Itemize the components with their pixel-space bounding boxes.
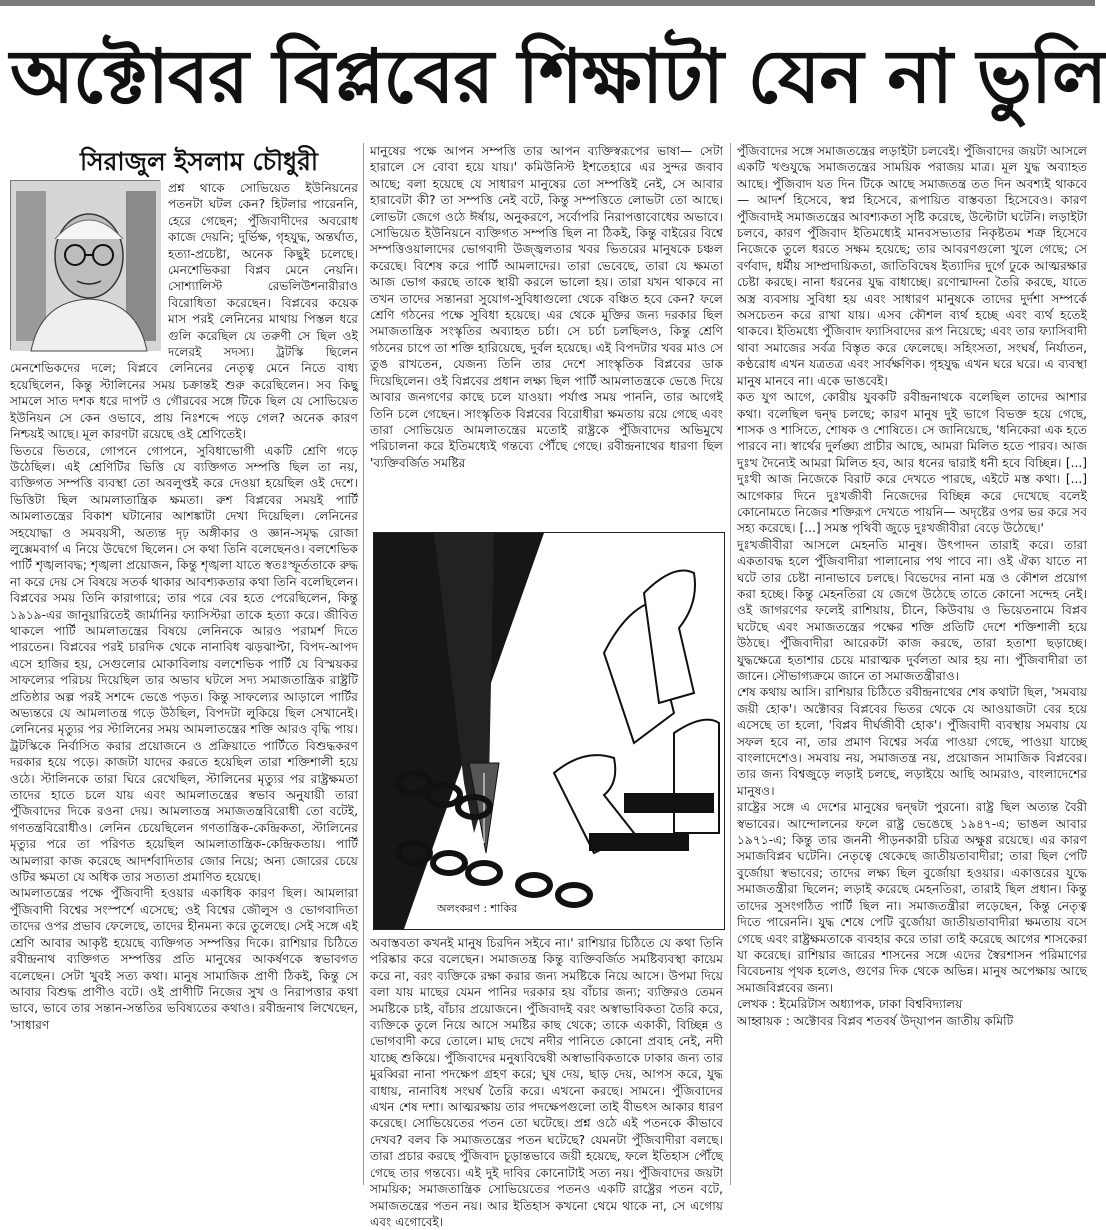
author-note: আহ্বায়ক : অক্টোবর বিপ্লব শতবর্ষ উদ্‌যাপন জাতীয় কমিটি — [737, 1013, 1014, 1028]
article-column-2-top — [370, 143, 723, 528]
illustration — [373, 532, 725, 930]
paragraph: মানুষের পক্ষে আপন সম্পত্তি তার আপন ব্যক্তিস্বরূপের ভাষা— সেটা হারালে সে বোবা হয়ে যায়।' কমিউনিস্ট ইশতেহারে এর সুন্দর জবাব আছে; বলা হয়েছে যে সাধারণ মানুষের তো সম্পত্তিই নেই, সে আবার হারাবেটা কী? তা সম্পত্তি নেই বটে, কিন্তু সম্পত্তিতে লোভটা তো আছে। লোভটা জেগে ওঠে ঈর্ষায়, অনুকরণে, সর্বোপরি নিরাপত্তাবোধের অভাবে। সোভিয়েত ইউনিয়নে ব্যক্তিগত সম্পত্তি ছিল না ঠিকই, কিন্তু বাইরের বিশ্বে সম্পত্তিওয়ালাদের ভোগবাদী উজ্জ্বলতার খবর ভিতরের মানুষকে চঞ্চল করেছে। বিশেষ করে পার্টি আমলাদের। তারা ভেবেছে, তারা যে ক্ষমতা আজ ভোগ করছে তাকে স্থায়ী করলে ভালো হয়। তারা যখন থাকবে না তখন তাদের সন্তানরা সুযোগ-সুবিধাগুলো থেকে বঞ্চিত হবে কেন? ফলে শ্রেণি গঠনের পক্ষে সুবিধা হয়েছে। এর থেকে মুক্তির জন্য দরকার ছিল সমাজতান্ত্রিক সংস্কৃতির অব্যাহত চর্চা। সে চর্চা চলছিলও, কিন্তু শ্রেণি গঠনের চাপে তা শক্তি হারিয়েছে, দুর্বল হয়েছে। এই বিপদটার খবর মাও সে তুঙ রাখতেন, যেজন্য তিনি তার দেশে সাংস্কৃতিক বিপ্লবের ডাক দিয়েছিলেন। ওই বিপ্লবের প্রধান লক্ষ্য ছিল পার্টি আমলাতন্ত্রকে ভেঙে দিয়ে আবার জনগণের কাছে চলে যাওয়া। পর্যাপ্ত সময় পাননি, তার আগেই তিনি চলে গেছেন। সাংস্কৃতিক বিপ্লবের বিরোধীরা ক্ষমতায় রয়ে গেছে এবং তারা সোভিয়েত আমলাতন্ত্রের মতোই রাষ্ট্রকে পুঁজিবাদের অভিমুখে পরিচালনা করে ইতিমধ্যেই গন্তব্যে পৌঁছে গেছে। রবীন্দ্রনাথের ধারণা ছিল 'ব্যক্তিবর্জিত সমষ্টির — [370, 144, 723, 470]
column-divider — [363, 143, 364, 1185]
paragraph: শেষ কথায় আসি। রাশিয়ার চিঠিতে রবীন্দ্রনাথের শেষ কথাটা ছিল, 'সমবায় জয়ী হোক'। অক্টোবর বিপ্লবের ভিতর থেকে যে আওয়াজটা বের হয়ে এসেছে তা হলো, 'বিপ্লব দীর্ঘজীবী হোক'। পুঁজিবাদী ব্যবস্থায় সমবায় যে সফল হবে না, তার প্রমাণ বিশ্বের সর্বত্র পাওয়া গেছে, পাওয়া যাচ্ছে বাংলাদেশেও। সমবায় নয়, সমাজতন্ত্র নয়, প্রয়োজন সামাজিক বিপ্লবের। তার জন্য বিশ্বজুড়ে লড়াই চলছে, লড়াইয়ে আছি আমরাও, বাংলাদেশের মানুষও। — [737, 685, 1087, 798]
headline: অক্টোবর বিপ্লবের শিক্ষাটা যেন না ভুলি — [10, 34, 1106, 120]
paragraph: প্রশ্ন থাকে সোভিয়েত ইউনিয়নের পতনটা ঘটল কেন? হিটলার পারেননি, হেরে গেছেন; পুঁজিবাদীদের অবরোধ কাজে দেয়নি; দুর্ভিক্ষ, গৃহযুদ্ধ, অন্তর্ঘাত, হত্যা-প্রচেষ্টা, অনেক কিছুই চলেছে। মেনশেভিকরা বিপ্লব মেনে নেয়নি। সোশ্যালিস্ট রেভলিউশনারীরাও বিরোধিতা করেছেন। বিপ্লবের কয়েক মাস পরই লেনিনের মাথায় পিস্তল ধরে গুলি করেছিল যে তরুণী সে ছিল ওই দলেরই সদস্য। ট্রটস্কি ছিলেন মেনশেভিকদের দলে; বিপ্লবে লেনিনের নেতৃত্ব মেনে নিতে বাধ্য হয়েছিলেন, কিন্তু স্টালিনের সময় চক্রান্তই শুরু করেছিলেন। সব কিছু সামলে সাত দশক ধরে দাপট ও গৌরবের সঙ্গে টিকে ছিল যে সোভিয়েত ইউনিয়ন সে কেন ওভাবে, প্রায় নিঃশব্দে পড়ে গেল? অনেক কারণ নিশ্চয়ই আছে। মূল কারণটা রয়েছে ওই শ্রেণিতেই। — [10, 181, 358, 442]
author-note: লেখক : ইমেরিটাস অধ্যাপক, ঢাকা বিশ্ববিদ্যালয় — [737, 997, 963, 1012]
top-rule — [0, 0, 1095, 6]
author-photo — [10, 180, 160, 350]
article-column-3 — [737, 143, 1087, 1185]
paragraph: অবাস্তবতা কখনই মানুষ চিরদিন সইবে না।' রাশিয়ার চিঠিতে যে কথা তিনি পরিষ্কার করে বলেছেন। সমাজতন্ত্র কিন্তু ব্যক্তিবর্জিত সমষ্টিব্যবস্থা কায়েম করে না, বরং ব্যক্তিকে রক্ষা করার জন্য সমষ্টিকে নিয়ে আসে। উপমা দিয়ে বলা যায় মাছের যেমন পানির দরকার হয় বাঁচার জন্য; ব্যক্তিরও তেমন সমষ্টিকে চাই, বাঁচার প্রয়োজনে। পুঁজিবাদই বরং অস্বাভাবিকতা তৈরি করে, ব্যক্তিকে তুলে নিয়ে আসে সমষ্টির কাছ থেকে; তাকে একাকী, বিচ্ছিন্ন ও ভোগবাদী করে তোলে। মাছ দেখে নদীর পানিতে কোনো প্রবাহ নেই, নদী যাচ্ছে শুকিয়ে। পুঁজিবাদের মনুষ্যবিদ্বেষী অস্বাভাবিকতাকে ঢাকার জন্য তার মুরব্বিরা নানা পদক্ষেপ গ্রহণ করে; ঘুষ দেয়, ছাড় দেয়, আপস করে, যুদ্ধ বাধায়, নানাবিধ সংঘর্ষ তৈরি করে। এখনো করছে। সামনে। পুঁজিবাদের এখন শেষ দশা। আত্মরক্ষায় তার পদক্ষেপগুলো তাই বীভৎস আকার ধারণ করেছে। সোভিয়েতের পতন তো ঘটেছে। প্রশ্ন ওঠে এই পতনকে কীভাবে দেখব? বলব কি সমাজতন্ত্রের পতন ঘটেছে? যেমনটা পুঁজিবাদীরা বলছে। তারা প্রচার করছে পুঁজিবাদ চূড়ান্তভাবে জয়ী হয়েছে, ফলে ইতিহাস পৌঁছে গেছে তার গন্তব্যে। এই দুই দাবির কোনোটাই সত্য নয়। পুঁজিবাদের জয়টা সাময়িক; সমাজতান্ত্রিক সোভিয়েতের পতনও একটি রাষ্ট্রের পতন বটে, সমাজতন্ত্রের পতন নয়। আর ইতিহাস কখনো থেমে থাকে না, সে এগোয় এবং এগোবেই। — [370, 936, 723, 1229]
illustration-credit: অলংকরণ : শাকির — [434, 900, 520, 919]
paragraph: কত যুগ আগে, কোরীয় যুবকটি রবীন্দ্রনাথকে বলেছিল তাদের আশার কথা। বলেছিল দ্বন্দ্ব চলছে; কারণ মানুষ দুই ভাগে বিভক্ত হয়ে গেছে, শাসক ও শাসিতে, শোষক ও শোষিতে। সে জানিয়েছে, 'ধনিকেরা এক হতে পারবে না। স্বার্থের দুর্লঙ্ঘ্য প্রাচীর আছে, আমরা মিলিত হতে পারব। আজ দুঃখ দৈন্যেই আমরা মিলিত হব, আর ধনের দ্বারাই ধনী হবে বিচ্ছিন্ন। [...] দুঃখী আজ নিজেকে বিরাট করে দেখতে পারছে, এইটে মস্ত কথা। [...] আগেকার দিনে দুঃখজীবী নিজেদের বিচ্ছিন্ন করে দেখেছে বলেই কোনোমতে নিজের শক্তিরূপ দেখতে পায়নি— অদৃষ্টের ওপর ভর করে সব সহ্য করেছে। [...] সমস্ত পৃথিবী জুড়ে দুঃখজীবীরা বেড়ে উঠেছে।' — [737, 390, 1087, 536]
author-byline: সিরাজুল ইসলাম চৌধুরী — [80, 147, 319, 176]
paragraph: রাষ্ট্রের সঙ্গে এ দেশের মানুষের দ্বন্দ্বটা পুরনো। রাষ্ট্র ছিল অত্যন্ত বৈরী স্বভাবের। আন্দোলনের ফলে রাষ্ট্র ভেঙেছে ১৯৪৭-এ; ভাঙল আবার ১৯৭১-এ; কিন্তু তার জননী পীড়নকারী চরিত্র অক্ষুণ্ণ রয়েছে। এর কারণ সমাজবিপ্লব ঘটেনি। নেতৃত্বে থেকেছে জাতীয়তাবাদীরা; তারা ছিল পেটি বুর্জোয়া স্বভাবের; তাদের লক্ষ্য ছিল বুর্জোয়া হওয়ার। একাত্তরের যুদ্ধে সমাজতন্ত্রীরা ছিলেন; লড়াই করেছে মেহনতিরা, তারাই ছিল প্রধান। কিন্তু তাদের সুসংগঠিত পার্টি ছিল না। সমাজতন্ত্রীরা লড়েছেন, কিন্তু নেতৃত্ব দিতে পারেননি। যুদ্ধ শেষে পেটি বুর্জোয়া জাতীয়তাবাদীরা ক্ষমতায় বসে গেছে এবং রাষ্ট্রক্ষমতাকে ব্যবহার করে তারা তাই করেছে আগের শাসকেরা যা করেছে। রাশিয়ার জারের শাসনের সঙ্গে এদের স্বৈরশাসন পরিমাণের বিবেচনায় পৃথক হলেও, গুণের দিক থেকে অভিন্ন। মানুষ অপেক্ষায় আছে সমাজবিপ্লবের জন্য। — [737, 800, 1087, 995]
paragraph: দুঃখজীবীরা আসলে মেহনতি মানুষ। উৎপাদন তারাই করে। তারা একতাবদ্ধ হলে পুঁজিবাদীরা পালানোর পথ পাবে না। ওই ঐক্য যাতে না ঘটে তার চেষ্টা নানাভাবে চলছে। বিভেদের নানা মন্ত্র ও কৌশল প্রয়োগ করা হচ্ছে। কিন্তু মেহনতিরা যে জেগে উঠেছে তাতে কোনো সন্দেহ নেই। ওই জাগরণের ফলেই রাশিয়ায়, চীনে, কিউবায় ও ভিয়েতনামে বিপ্লব ঘটেছে এবং সমাজতন্ত্রের পক্ষের শক্তি প্রতিটি দেশে শক্তিশালী হয়ে উঠছে। পুঁজিবাদীরা আরেকটা কাজ করছে, তারা হতাশা ছড়াচ্ছে। যুদ্ধক্ষেত্রে হতাশার চেয়ে মারাত্মক দুর্বলতা আর হয় না। পুঁজিবাদীরা তা জানে। সৌভাগ্যক্রমে জানে তা সমাজতন্ত্রীরাও। — [737, 537, 1087, 683]
article-column-2-bottom — [370, 935, 723, 1229]
column-divider — [730, 143, 731, 1185]
paragraph: আমলাতন্ত্রের পক্ষে পুঁজিবাদী হওয়ার একাধিক কারণ ছিল। আমলারা পুঁজিবাদী বিশ্বের সংস্পর্শে এসেছে; ওই বিশ্বের জৌলুস ও ভোগবাদিতা তাদের ওপর প্রভাব ফেলেছে, তাদের হীনমন্য করে তুলেছে। সেই সঙ্গে এই শ্রেণি আবার আকৃষ্ট হয়েছে ব্যক্তিগত সম্পত্তির দিকে। রাশিয়ার চিঠিতে রবীন্দ্রনাথ ব্যক্তিগত সম্পত্তির প্রতি মানুষের আকর্ষণকে স্বভাবগত বলেছেন। সেটা খুবই সত্য কথা। মানুষ সামাজিক প্রাণী ঠিকই, কিন্তু সে আবার বিশুদ্ধ প্রাণীও বটে। ওই প্রাণীটি নিজের সুখ ও নিরাপত্তার কথা ভাবে, ভাবে তার সন্তান-সন্ততির ভবিষ্যতের কথাও। রবীন্দ্রনাথ লিখেছেন, 'সাধারণ — [10, 886, 358, 1032]
article-column-1 — [10, 180, 358, 1185]
paragraph: পুঁজিবাদের সঙ্গে সমাজতন্ত্রের লড়াইটা চলবেই। পুঁজিবাদের জয়টা আসলে একটি খণ্ডযুদ্ধে সমাজতন্ত্রের সাময়িক পরাজয় মাত্র। মূল যুদ্ধ অব্যাহত আছে। পুঁজিবাদ যত দিন টিকে আছে সমাজতন্ত্র তত দিন অবশ্যই থাকবে— আদর্শ হিসেবে, স্বপ্ন হিসেবে, রূপায়িত বাস্তবতা হিসেবেও। কারণ পুঁজিবাদই সমাজতন্ত্রের আবশ্যকতা সৃষ্টি করেছে, উল্টোটা ঘটেনি। লড়াইটা চলবে, কারণ পুঁজিবাদ ইতিমধ্যেই মানবসভ্যতার নিকৃষ্টতম শত্রু হিসেবে নিজেকে তুলে ধরতে সক্ষম হয়েছে; তার আবরণগুলো খুলে গেছে; সে বর্ণবাদ, ধর্মীয় সাম্প্রদায়িকতা, জাতিবিদ্বেষ ইত্যাদির দুর্গে ঢুকে আত্মরক্ষার চেষ্টা করছে। নানা ধরনের যুদ্ধ বাধাচ্ছে। রণোন্মাদনা তৈরি করছে, যাতে অস্ত্র ব্যবসায় সুবিধা হয় এবং সাধারণ মানুষকে তাদের দুর্দশা সম্পর্কে অসচেতন করে রাখা যায়। এসব কৌশল ব্যর্থ হচ্ছে এবং ব্যর্থ হতেই থাকবে। ইতিমধ্যে পুঁজিবাদ ফ্যাসিবাদের রূপ নিয়েছে; এবং তার ফ্যাসিবাদী থাবা সমাজের সর্বত্র বিস্তৃত করে ফেলেছে। সহিংসতা, সংঘর্ষ, নির্যাতন, কণ্ঠরোধ এখন যত্রতত্র এবং সার্বক্ষণিক। গৃহযুদ্ধ এখন ঘরে ঘরে। এ ব্যবস্থা মানুষ মানবে না। একে ভাঙবেই। — [737, 144, 1087, 388]
paragraph: ভিতরে ভিতরে, গোপনে গোপনে, সুবিধাভোগী একটি শ্রেণি গড়ে উঠেছিল। এই শ্রেণিটির ভিত্তি যে ব্যক্তিগত সম্পত্তি ছিল তা নয়, ব্যক্তিগত সম্পত্তি ব্যবস্থা তো অবলুপ্তই করে দেওয়া হয়েছিল ওই দেশে। ভিত্তিটা ছিল আমলাতান্ত্রিক ক্ষমতা। রুশ বিপ্লবের সময়ই পার্টি আমলাতন্ত্রের বিকাশ ঘটানোর আশঙ্কাটা দেখা দিয়েছিল। লেনিনের সহযোদ্ধা ও সমবয়সী, অত্যন্ত দৃঢ় অঙ্গীকার ও জ্ঞান-সমৃদ্ধ রোজা লুক্সেমবার্গ এ নিয়ে উদ্বেগে ছিলেন। সে কথা তিনি বলেছেনও। বলশেভিক পার্টি শৃঙ্খলাবদ্ধ; শৃঙ্খলা প্রয়োজন, কিন্তু শৃঙ্খলা যাতে স্বতঃস্ফূর্ততাকে রুদ্ধ না করে দেয় সে বিষয়ে সতর্ক থাকার আবশ্যকতার কথা তিনি বলেছিলেন। বিপ্লবের সময় তিনি কারাগারে; তার পরে বের হতে পেরেছিলেন, কিন্তু ১৯১৯-এর জানুয়ারিতেই জার্মানির ফ্যাসিস্টরা তাকে হত্যা করে। জীবিত থাকলে পার্টি আমলাতন্ত্রের বিষয়ে লেনিনকে আরও পরামর্শ দিতে পারতেন। বিপ্লবের পরই চারদিক থেকে নানাবিধ ঝড়ঝাপ্টা, বিপদ-আপদ এসে হাজির হয়, সেগুলোর মোকাবিলায় বলশেভিক পার্টি যে বিস্ময়কর সাফল্যের পরিচয় দিয়েছিল তার অভাব ঘটলে সদ্য সমাজতান্ত্রিক রাষ্ট্রটি প্রতিষ্ঠার অল্প পরই সশব্দে ভেঙে পড়ত। কিন্তু সাফল্যের আড়ালে পার্টির অভ্যন্তরে যে আমলাতন্ত্র গড়ে উঠছিল, বিপদটা লুকিয়ে ছিল সেখানেই। লেনিনের মৃত্যুর পর স্টালিনের সময় আমলাতন্ত্রের শক্তি আরও বৃদ্ধি পায়। ট্রটস্কিকে নির্বাসিত করার প্রয়োজনে ও প্রক্রিয়াতে পার্টিতে বিশুদ্ধকরণ দরকার হয়ে পড়ে। কাজটা যাদের করতে হয়েছিল তারা শক্তিশালী হয়ে ওঠে। স্টালিনকে তারা ঘিরে রেখেছিল, স্টালিনের মৃত্যুর পর রাষ্ট্রক্ষমতা তাদের হাতে চলে যায় এবং আমলাতন্ত্রের স্বভাব অনুযায়ী তারা পুঁজিবাদের দিকে রওনা দেয়। আমলাতন্ত্র সমাজতন্ত্রবিরোধী তো বটেই, গণতন্ত্রবিরোধীও। লেনিন চেয়েছিলেন গণতান্ত্রিক-কেন্দ্রিকতা, স্টালিনের মৃত্যুর পরে তা পরিণত হয়েছিল আমলাতান্ত্রিক-কেন্দ্রিকতায়। পার্টি আমলারা কাজ করেছে আদর্শবাদিতার জোর নিয়ে; অন্য জোরের চেয়ে ওটির ক্ষমতা যে অধিক তার সত্যতা প্রমাণিত হয়েছে। — [10, 443, 358, 885]
